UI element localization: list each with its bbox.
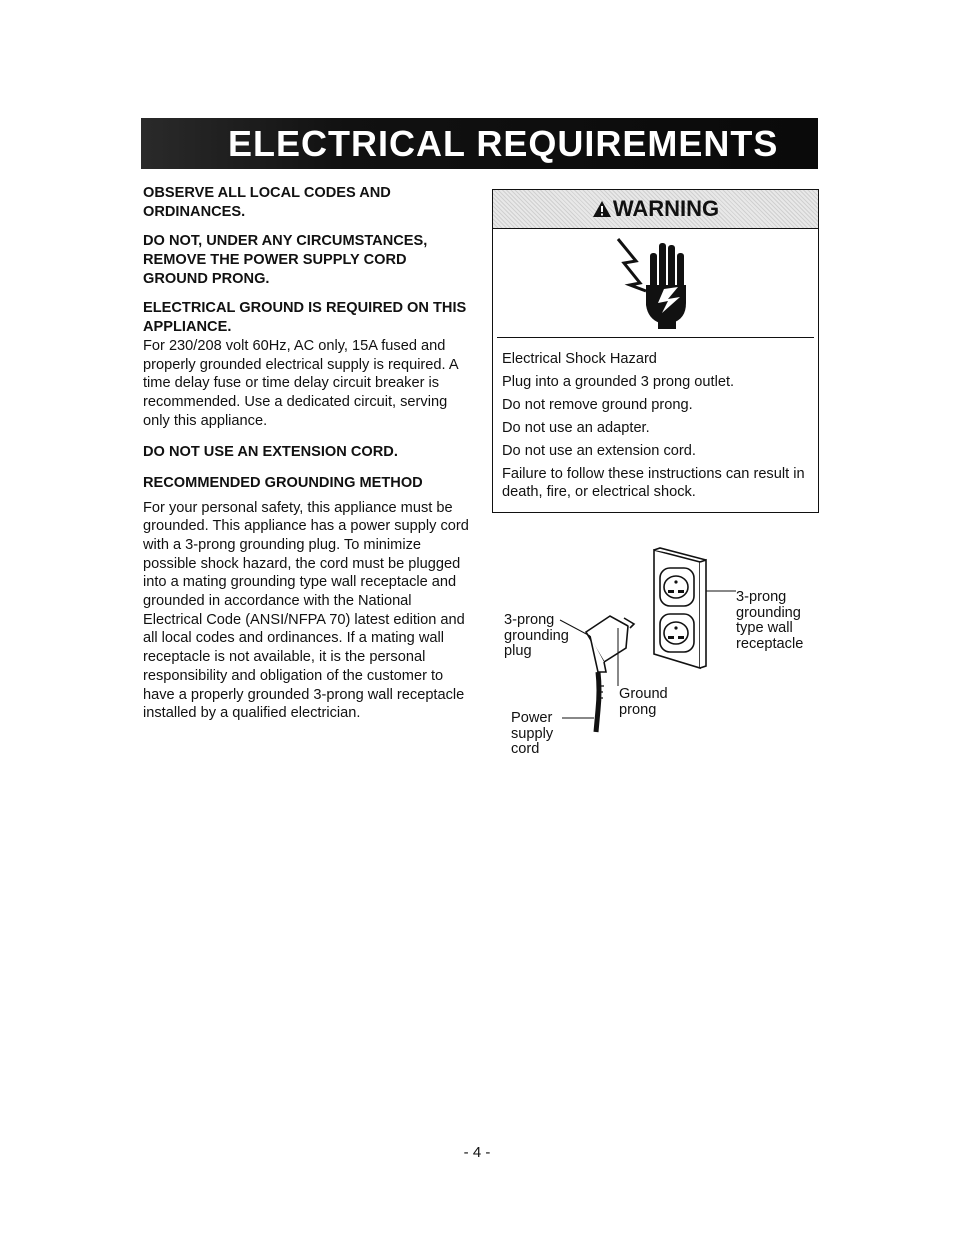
- warning-header: [493, 190, 818, 229]
- warning-text: [502, 350, 814, 506]
- section-title: ELECTRICAL REQUIREMENTS: [228, 122, 779, 164]
- ground-prong-label: Ground prong: [619, 686, 668, 718]
- heading-no-extension-cord: DO NOT USE AN EXTENSION CORD.: [143, 443, 398, 460]
- heading-ground-prong: DO NOT, UNDER ANY CIRCUMSTANCES, REMOVE THE POWER SUPPLY CORD GROUND PRONG.: [143, 233, 428, 287]
- heading-grounding-method: RECOMMENDED GROUNDING METHOD: [143, 474, 423, 491]
- electric-shock-hand-icon: [606, 231, 706, 331]
- receptacle-label: 3-prong grounding type wall receptacle: [736, 589, 804, 652]
- paragraph-power-supply: For 230/208 volt 60Hz, AC only, 15A fused and properly grounded electrical supply is required. A time delay fuse or time delay circuit breaker is recommended. Use a dedicated circuit, serving only this appliance.: [143, 338, 458, 429]
- warning-line: Do not use an extension cord.: [502, 443, 696, 459]
- page-number: - 4 -: [463, 1144, 491, 1161]
- warning-line: Failure to follow these instructions can result in death, fire, or electrical shock.: [502, 466, 805, 500]
- paragraph-grounding-method: For your personal safety, this appliance must be grounded. This appliance has a power supply cord with a 3-prong grounding plug. To minimize possible shock hazard, the cord must be plugged into a mating grounding type wall receptacle and grounded in accordance with the National Electrical Code (ANSI/NFPA 70) latest edition and all local codes and ordinances. If a mating wall receptacle is not available, it is the personal responsibility and obligation of the customer to have a properly grounded 3-prong wall receptacle installed by a qualified electrician.: [143, 499, 469, 722]
- warning-title: WARNING: [612, 196, 720, 221]
- heading-observe-codes: OBSERVE ALL LOCAL CODES AND ORDINANCES.: [143, 185, 391, 220]
- warning-line: Do not use an adapter.: [502, 420, 650, 436]
- heading-ground-required: ELECTRICAL GROUND IS REQUIRED ON THIS APPLIANCE.: [143, 300, 467, 335]
- grounding-diagram: [490, 540, 830, 770]
- warning-line: Do not remove ground prong.: [502, 397, 693, 413]
- section-banner: [141, 118, 818, 169]
- power-cord-label: Power supply cord: [511, 710, 554, 757]
- warning-box: [492, 189, 819, 513]
- warning-line: Electrical Shock Hazard: [502, 351, 657, 367]
- warning-divider: [497, 337, 814, 338]
- plug-label: 3-prong grounding plug: [504, 612, 569, 659]
- warning-line: Plug into a grounded 3 prong outlet.: [502, 374, 735, 390]
- warning-triangle-icon: [592, 200, 612, 218]
- left-column: [143, 184, 473, 723]
